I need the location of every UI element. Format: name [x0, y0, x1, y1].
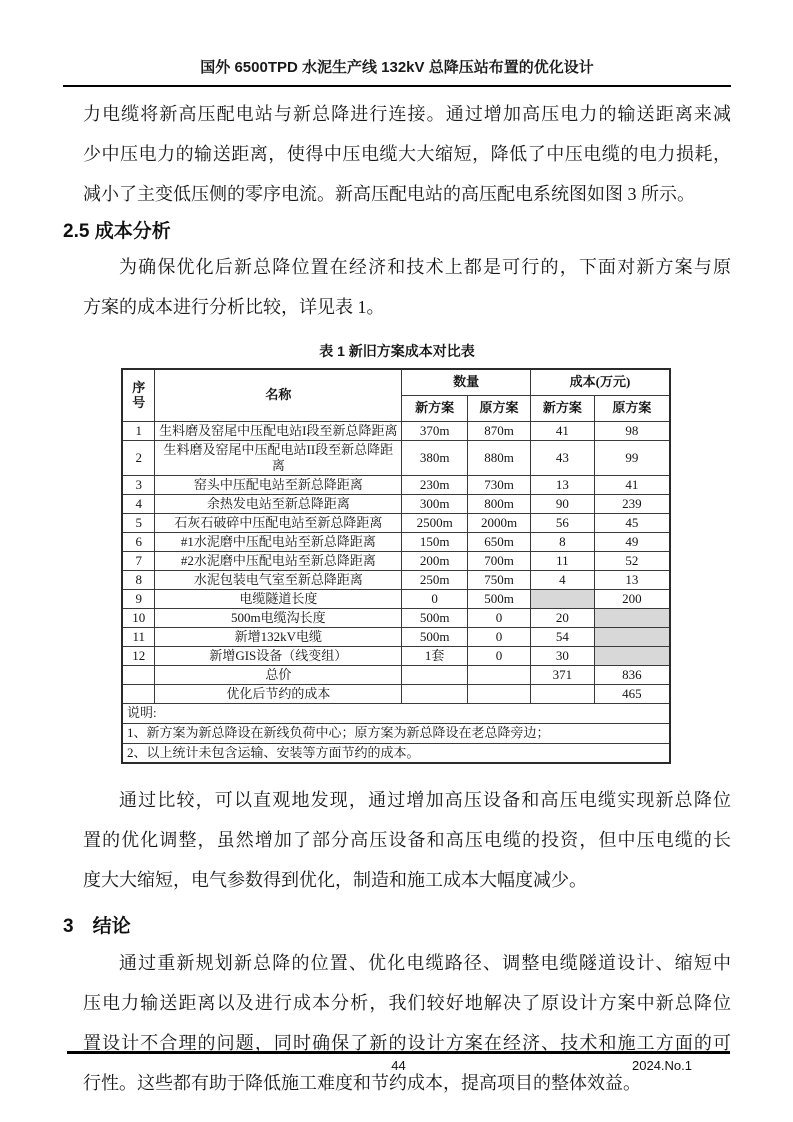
table-saving-row — [122, 684, 670, 703]
table-row — [122, 627, 670, 646]
note-label: 说明: — [122, 703, 670, 723]
table-body — [122, 421, 670, 665]
table-note-row — [122, 703, 670, 723]
paragraph-comparison — [83, 780, 731, 900]
cell-qty-old: 0 — [468, 627, 531, 646]
cell-cost-old: 200 — [594, 589, 670, 608]
text-line: 行性。这些都有助于降低施工难度和节约成本，提高项目的整体效益。 — [83, 1073, 641, 1093]
cell-cost-old: 49 — [594, 532, 670, 551]
cell-cost-old: 45 — [594, 513, 670, 532]
cell-cost-old: 836 — [594, 665, 670, 684]
cell-qty-old: 650m — [468, 532, 531, 551]
text-line: 通过比较，可以直观地发现，通过增加高压设备和高压电缆实现新总降位 — [119, 790, 731, 810]
cell-cost-old — [594, 608, 670, 627]
cell-name: 生料磨及窑尾中压配电站II段至新总降距离 — [155, 440, 402, 475]
col-header-seq-line1: 序 — [132, 380, 146, 396]
cell-name: 500m电缆沟长度 — [155, 608, 402, 627]
cell-qty-old — [468, 684, 531, 703]
cell-name: 水泥包装电气室至新总降距离 — [155, 570, 402, 589]
cell-qty-old: 880m — [468, 440, 531, 475]
cell-cost-new: 43 — [530, 440, 594, 475]
cell-qty-new: 230m — [402, 475, 468, 494]
cell-cost-old: 13 — [594, 570, 670, 589]
cell-qty-new: 500m — [402, 608, 468, 627]
paragraph-conclusion — [83, 943, 731, 1103]
cell-cost-new: 8 — [530, 532, 594, 551]
col-header-cost-new: 新方案 — [530, 395, 594, 421]
cell-name: 新增GIS设备（线变组） — [155, 646, 402, 665]
cell-name: 电缆隧道长度 — [155, 589, 402, 608]
text-line: 通过重新规划新总降的位置、优化电缆路径、调整电缆隧道设计、缩短中 — [119, 953, 731, 973]
cell-qty-old: 500m — [468, 589, 531, 608]
paragraph-cost-intro — [83, 247, 731, 327]
cell-name: #2水泥磨中压配电站至新总降距离 — [155, 551, 402, 570]
cell-name: 生料磨及窑尾中压配电站I段至新总降距离 — [155, 421, 402, 440]
cell-cost-new: 13 — [530, 475, 594, 494]
table-note-row — [122, 723, 670, 743]
section-heading-conclusion: 3 结论 — [63, 916, 131, 937]
cell-cost-new: 4 — [530, 570, 594, 589]
table-row — [122, 421, 670, 440]
cell-no: 3 — [122, 475, 155, 494]
cell-qty-old: 730m — [468, 475, 531, 494]
cell-name: 窑头中压配电站至新总降距离 — [155, 475, 402, 494]
cell-cost-new — [530, 589, 594, 608]
table-row — [122, 646, 670, 665]
cell-no — [122, 665, 155, 684]
cell-name: 石灰石破碎中压配电站至新总降距离 — [155, 513, 402, 532]
cell-name: 新增132kV电缆 — [155, 627, 402, 646]
cell-no: 4 — [122, 494, 155, 513]
cell-qty-new — [402, 665, 468, 684]
footer-rule — [67, 1051, 730, 1054]
cell-cost-new: 41 — [530, 421, 594, 440]
footer-issue-label: 2024.No.1 — [632, 1058, 692, 1073]
table-row — [122, 589, 670, 608]
cell-cost-old: 239 — [594, 494, 670, 513]
cell-no: 1 — [122, 421, 155, 440]
text-line: 为确保优化后新总降位置在经济和技术上都是可行的，下面对新方案与原 — [119, 257, 731, 277]
text-line: 方案的成本进行分析比较，详见表 1。 — [83, 297, 385, 317]
table-row — [122, 570, 670, 589]
cell-qty-new: 200m — [402, 551, 468, 570]
table-total-row — [122, 665, 670, 684]
cell-cost-old: 41 — [594, 475, 670, 494]
cell-no: 2 — [122, 440, 155, 475]
cell-no: 8 — [122, 570, 155, 589]
cell-cost-new: 56 — [530, 513, 594, 532]
cell-no: 6 — [122, 532, 155, 551]
cell-no: 10 — [122, 608, 155, 627]
cell-cost-new: 90 — [530, 494, 594, 513]
cell-no — [122, 684, 155, 703]
cell-qty-new: 500m — [402, 627, 468, 646]
cell-qty-old: 0 — [468, 608, 531, 627]
cell-qty-old: 800m — [468, 494, 531, 513]
footer-page-number: 44 — [391, 1058, 406, 1073]
cell-qty-new — [402, 684, 468, 703]
cell-name: 余热发电站至新总降距离 — [155, 494, 402, 513]
col-header-cost: 成本(万元) — [530, 369, 670, 395]
cost-comparison-table — [121, 368, 671, 764]
paragraph-intro — [83, 94, 731, 214]
cell-cost-old: 465 — [594, 684, 670, 703]
cell-qty-old: 870m — [468, 421, 531, 440]
cell-cost-new: 11 — [530, 551, 594, 570]
text-line: 力电缆将新高压配电站与新总降进行连接。通过增加高压电力的输送距离来减 — [83, 104, 731, 124]
cell-name: 总价 — [155, 665, 402, 684]
table-note-row — [122, 743, 670, 763]
col-header-seq — [122, 369, 155, 421]
col-header-qty-new: 新方案 — [402, 395, 468, 421]
cell-qty-new: 2500m — [402, 513, 468, 532]
text-line: 度大大缩短，电气参数得到优化，制造和施工成本大幅度减少。 — [83, 870, 587, 890]
cell-cost-old: 99 — [594, 440, 670, 475]
cell-cost-old — [594, 627, 670, 646]
cell-no: 9 — [122, 589, 155, 608]
note-2: 2、以上统计未包含运输、安装等方面节约的成本。 — [122, 743, 670, 763]
cell-cost-new: 30 — [530, 646, 594, 665]
cell-cost-new: 371 — [530, 665, 594, 684]
cell-cost-new: 20 — [530, 608, 594, 627]
section-heading-cost-analysis: 2.5 成本分析 — [63, 221, 171, 242]
cell-cost-old — [594, 646, 670, 665]
running-header-title: 国外 6500TPD 水泥生产线 132kV 总降压站布置的优化设计 — [200, 59, 594, 76]
cell-qty-new: 0 — [402, 589, 468, 608]
cell-qty-old: 0 — [468, 646, 531, 665]
cell-no: 12 — [122, 646, 155, 665]
cell-qty-new: 150m — [402, 532, 468, 551]
cell-qty-old — [468, 665, 531, 684]
cell-qty-new: 250m — [402, 570, 468, 589]
cell-qty-new: 1套 — [402, 646, 468, 665]
table-row — [122, 551, 670, 570]
cell-cost-new: 54 — [530, 627, 594, 646]
cell-qty-old: 700m — [468, 551, 531, 570]
table-header-row-1 — [122, 369, 670, 395]
cell-qty-new: 370m — [402, 421, 468, 440]
col-header-name: 名称 — [155, 369, 402, 421]
cell-no: 5 — [122, 513, 155, 532]
text-line: 压电力输送距离以及进行成本分析，我们较好地解决了原设计方案中新总降位 — [83, 993, 731, 1013]
col-header-seq-line2: 号 — [132, 395, 146, 411]
cell-qty-new: 380m — [402, 440, 468, 475]
table-caption: 表 1 新旧方案成本对比表 — [319, 343, 475, 359]
table-row — [122, 513, 670, 532]
col-header-qty-old: 原方案 — [468, 395, 531, 421]
text-line: 置设计不合理的问题，同时确保了新的设计方案在经济、技术和施工方面的可 — [83, 1033, 731, 1053]
col-header-cost-old: 原方案 — [594, 395, 670, 421]
cell-cost-old: 52 — [594, 551, 670, 570]
table-row — [122, 532, 670, 551]
header-rule — [63, 85, 731, 87]
table-row — [122, 494, 670, 513]
cell-cost-new — [530, 684, 594, 703]
text-line: 少中压电力的输送距离，使得中压电缆大大缩短，降低了中压电缆的电力损耗， — [83, 144, 731, 164]
text-line: 置的优化调整，虽然增加了部分高压设备和高压电缆的投资，但中压电缆的长 — [83, 830, 731, 850]
cell-cost-old: 98 — [594, 421, 670, 440]
table-row — [122, 440, 670, 475]
table-row — [122, 475, 670, 494]
col-header-quantity: 数量 — [402, 369, 531, 395]
cell-no: 7 — [122, 551, 155, 570]
cell-qty-old: 2000m — [468, 513, 531, 532]
cell-no: 11 — [122, 627, 155, 646]
note-1: 1、新方案为新总降设在新线负荷中心；原方案为新总降设在老总降旁边； — [122, 723, 670, 743]
cell-name: 优化后节约的成本 — [155, 684, 402, 703]
table-row — [122, 608, 670, 627]
text-line: 减小了主变低压侧的零序电流。新高压配电站的高压配电系统图如图 3 所示。 — [83, 184, 695, 204]
cell-name: #1水泥磨中压配电站至新总降距离 — [155, 532, 402, 551]
cell-qty-new: 300m — [402, 494, 468, 513]
cell-qty-old: 750m — [468, 570, 531, 589]
